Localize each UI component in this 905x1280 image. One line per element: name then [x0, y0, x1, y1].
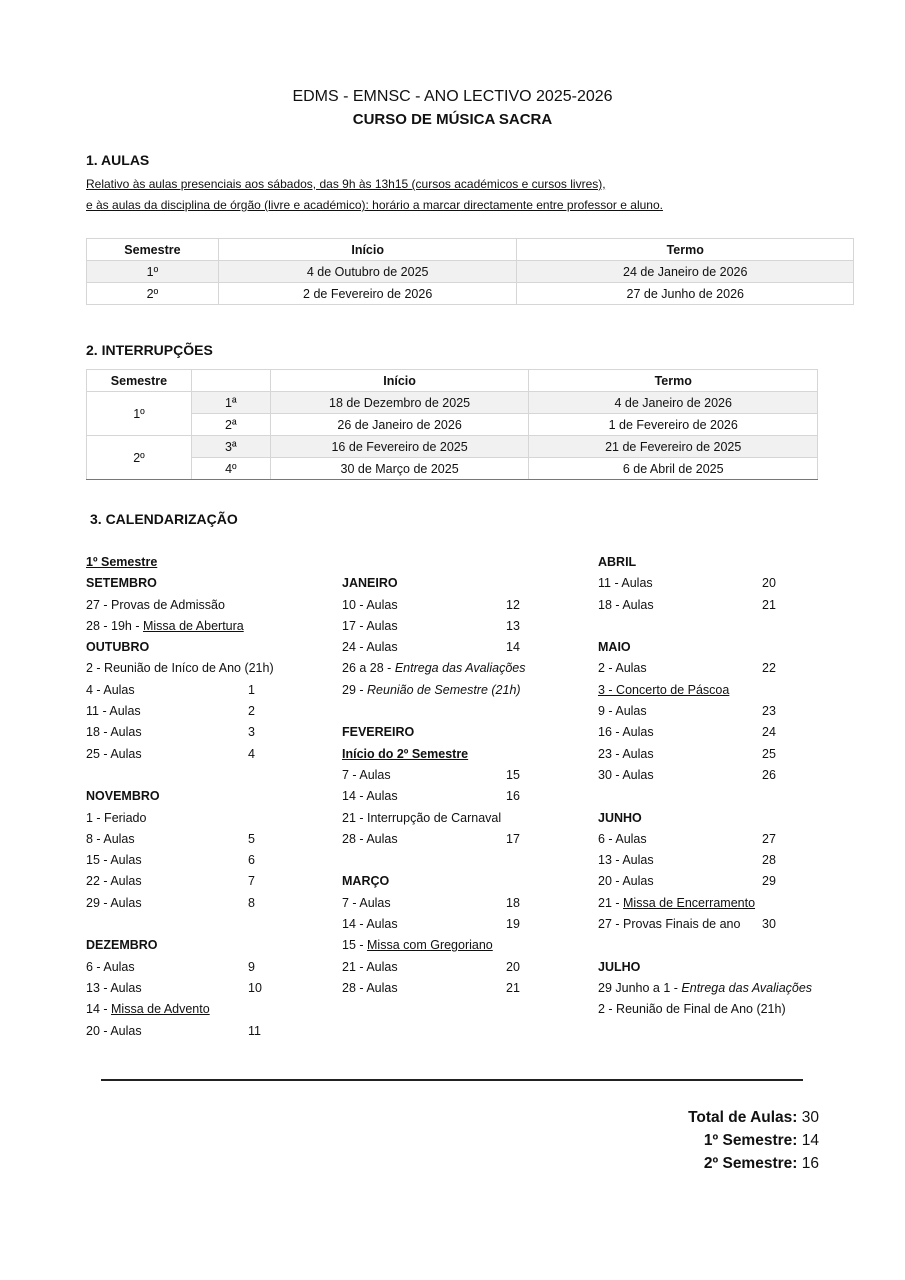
section-calendarizacao-title: 3. CALENDARIZAÇÃO	[90, 511, 238, 527]
lesson-number: 14	[506, 640, 520, 655]
aulas-table	[86, 238, 854, 305]
lesson-number: 12	[506, 597, 520, 612]
cell-inicio: 4 de Outubro de 2025	[218, 261, 517, 283]
lesson-number: 8	[248, 895, 255, 910]
list-item	[598, 744, 828, 765]
header-semestre: Semestre	[87, 239, 219, 261]
cell-numero: 3ª	[191, 436, 270, 458]
event-text: 13 - Aulas	[86, 980, 142, 995]
event-text: 29 Junho a 1 -	[598, 980, 682, 995]
event-text: 23 - Aulas	[598, 746, 654, 761]
cell-termo: 6 de Abril de 2025	[529, 458, 818, 480]
month-heading: FEVEREIRO	[342, 725, 415, 740]
cell-termo: 4 de Janeiro de 2026	[529, 392, 818, 414]
lesson-number: 27	[762, 831, 776, 846]
table-row	[87, 436, 818, 458]
event-text: 11 - Aulas	[598, 576, 653, 591]
event-text: 6 - Aulas	[86, 959, 135, 974]
list-item	[86, 957, 286, 978]
cell-inicio: 18 de Dezembro de 2025	[270, 392, 529, 414]
spacer	[342, 552, 542, 573]
event-text: 29 - Aulas	[86, 895, 142, 910]
event-italic: Reunião de Semestre (21h)	[367, 682, 521, 697]
list-item	[342, 765, 542, 786]
spacer	[342, 850, 542, 871]
event-text: 11 - Aulas	[86, 704, 141, 719]
list-item	[86, 744, 286, 765]
course-title: CURSO DE MÚSICA SACRA	[352, 111, 553, 128]
cell-semestre-group: 1º	[87, 392, 192, 436]
lesson-number: 18	[506, 895, 520, 910]
event-highlight: Missa com Gregoriano	[367, 938, 493, 953]
lesson-number: 4	[248, 746, 255, 761]
event-text: 21 - Interrupção de Carnaval	[342, 810, 502, 825]
event-text: 2 - Reunião de Final de Ano (21h)	[598, 1002, 786, 1017]
event-text: 21 -	[598, 895, 624, 910]
lesson-number: 30	[762, 917, 776, 932]
event-text: 27 - Provas Finais de ano	[598, 917, 741, 932]
event-text: 6 - Aulas	[598, 831, 647, 846]
month-heading: NOVEMBRO	[86, 789, 160, 804]
header-numero	[191, 370, 270, 392]
event-text: 27 - Provas de Admissão	[86, 597, 225, 612]
lesson-number: 29	[762, 874, 776, 889]
month-heading: OUTUBRO	[86, 640, 150, 655]
event-text: 25 - Aulas	[86, 746, 142, 761]
lesson-number: 20	[762, 576, 776, 591]
list-item	[598, 573, 828, 594]
event-text: 2 - Aulas	[598, 661, 647, 676]
lesson-number: 21	[762, 597, 776, 612]
cell-inicio: 30 de Março de 2025	[270, 458, 529, 480]
calendar-column-1	[86, 552, 286, 1042]
divider	[101, 1079, 803, 1081]
header-termo: Termo	[517, 239, 854, 261]
lesson-number: 20	[506, 959, 520, 974]
list-item	[342, 978, 542, 999]
header-inicio: Início	[218, 239, 517, 261]
cell-inicio: 2 de Fevereiro de 2026	[218, 283, 517, 305]
spacer	[342, 701, 542, 722]
header-termo: Termo	[529, 370, 818, 392]
event-text: 18 - Aulas	[598, 597, 654, 612]
interrupcoes-table	[86, 369, 818, 480]
calendar-column-3	[598, 552, 828, 1021]
list-item	[342, 595, 542, 616]
event-italic: Entrega das Avaliações	[681, 980, 813, 995]
calendar-column-2	[342, 552, 542, 999]
total-aulas	[688, 1109, 819, 1127]
list-item	[598, 722, 828, 743]
event-text: 10 - Aulas	[342, 597, 398, 612]
lesson-number: 6	[248, 853, 255, 868]
spacer	[598, 935, 828, 956]
list-item	[342, 680, 542, 701]
cell-semestre-group: 2º	[87, 436, 192, 480]
list-item	[86, 722, 286, 743]
event-text: 14 - Aulas	[342, 917, 398, 932]
list-item	[598, 893, 828, 914]
cell-inicio: 26 de Janeiro de 2026	[270, 414, 529, 436]
cell-inicio: 16 de Fevereiro de 2025	[270, 436, 529, 458]
month-heading: JANEIRO	[342, 576, 398, 591]
list-item	[342, 829, 542, 850]
event-text: 16 - Aulas	[598, 725, 654, 740]
list-item	[86, 1021, 286, 1042]
list-item	[598, 658, 828, 679]
spacer	[598, 786, 828, 807]
header-semestre: Semestre	[87, 370, 192, 392]
lesson-number: 25	[762, 746, 776, 761]
list-item	[86, 999, 286, 1020]
list-item	[598, 978, 828, 999]
event-text: 28 - 19h -	[86, 618, 143, 633]
cell-termo: 24 de Janeiro de 2026	[517, 261, 854, 283]
cell-numero: 1ª	[191, 392, 270, 414]
list-item	[598, 765, 828, 786]
section-aulas-note-2: e às aulas da disciplina de órgão (livre e académico): horário a marcar directamente entre professor e aluno.	[86, 198, 663, 212]
header-inicio: Início	[270, 370, 529, 392]
month-heading: DEZEMBRO	[86, 938, 158, 953]
event-text: 17 - Aulas	[342, 618, 398, 633]
event-text: 30 - Aulas	[598, 767, 654, 782]
cell-termo: 1 de Fevereiro de 2026	[529, 414, 818, 436]
lesson-number: 5	[248, 831, 255, 846]
cell-semestre: 2º	[87, 283, 219, 305]
lesson-number: 26	[762, 767, 776, 782]
list-item	[342, 616, 542, 637]
list-item	[342, 914, 542, 935]
list-item	[86, 850, 286, 871]
cell-termo: 27 de Junho de 2026	[517, 283, 854, 305]
list-item	[86, 658, 286, 679]
s2-label: 2º Semestre:	[703, 1155, 798, 1172]
table-row	[87, 283, 854, 305]
event-text: 7 - Aulas	[342, 767, 391, 782]
event-text: 7 - Aulas	[342, 895, 391, 910]
cell-numero: 4º	[191, 458, 270, 480]
spacer	[598, 616, 828, 637]
list-item	[598, 914, 828, 935]
list-item	[86, 829, 286, 850]
lesson-number: 22	[762, 661, 776, 676]
list-item	[342, 935, 542, 956]
event-text: 4 - Aulas	[86, 682, 135, 697]
event-text: 9 - Aulas	[598, 704, 647, 719]
lesson-number: 2	[248, 704, 255, 719]
event-highlight: Missa de Abertura	[142, 618, 244, 633]
lesson-number: 11	[248, 1023, 261, 1038]
total-semestre-1	[704, 1132, 819, 1150]
total-label: Total de Aulas:	[688, 1109, 798, 1126]
list-item	[86, 808, 286, 829]
event-text: 1 - Feriado	[86, 810, 147, 825]
month-heading: SETEMBRO	[86, 576, 157, 591]
list-item	[598, 595, 828, 616]
list-item	[598, 999, 828, 1020]
cell-semestre: 1º	[87, 261, 219, 283]
document-title: EDMS - EMNSC - ANO LECTIVO 2025-2026	[292, 88, 613, 105]
list-item	[342, 957, 542, 978]
s1-label: 1º Semestre:	[703, 1132, 798, 1149]
event-highlight: Missa de Advento	[111, 1002, 210, 1017]
list-item	[598, 850, 828, 871]
month-heading: ABRIL	[598, 555, 637, 569]
section-aulas-title: 1. AULAS	[86, 152, 150, 168]
event-text: 22 - Aulas	[86, 874, 142, 889]
lesson-number: 1	[248, 682, 255, 697]
table-row	[87, 458, 818, 480]
section-interrupcoes-title: 2. INTERRUPÇÕES	[86, 342, 213, 358]
list-item	[598, 701, 828, 722]
lesson-number: 3	[248, 725, 255, 740]
total-semestre-2	[704, 1155, 819, 1173]
event-text: 26 a 28 -	[342, 661, 395, 676]
event-text: 18 - Aulas	[86, 725, 142, 740]
event-italic: Entrega das Avaliações	[394, 661, 526, 676]
list-item	[342, 786, 542, 807]
section-aulas-note-1: Relativo às aulas presenciais aos sábados, das 9h às 13h15 (cursos académicos e cursos livres),	[86, 177, 606, 191]
list-item	[342, 637, 542, 658]
month-heading: JUNHO	[598, 810, 642, 825]
month-heading: MAIO	[598, 640, 631, 655]
lesson-number: 23	[762, 704, 776, 719]
spacer	[86, 914, 286, 935]
list-item	[598, 829, 828, 850]
list-item	[86, 978, 286, 999]
lesson-number: 21	[506, 980, 520, 995]
list-item	[86, 616, 286, 637]
event-text: 14 - Aulas	[342, 789, 398, 804]
event-text: 28 - Aulas	[342, 831, 398, 846]
list-item	[342, 893, 542, 914]
lesson-number: 16	[506, 789, 520, 804]
event-text: 15 -	[342, 938, 368, 953]
event-text: 8 - Aulas	[86, 831, 135, 846]
lesson-number: 13	[506, 618, 520, 633]
cell-termo: 21 de Fevereiro de 2025	[529, 436, 818, 458]
list-item: 3 - Concerto de Páscoa	[598, 682, 730, 697]
semester-heading: 1º Semestre	[86, 555, 158, 569]
list-item	[342, 808, 542, 829]
lesson-number: 24	[762, 725, 776, 740]
spacer	[86, 765, 286, 786]
list-item	[86, 680, 286, 701]
table-row	[87, 414, 818, 436]
event-text: 29 -	[342, 682, 368, 697]
event-text: 21 - Aulas	[342, 959, 398, 974]
event-highlight: Missa de Encerramento	[623, 895, 756, 910]
s2-value: 16	[801, 1155, 819, 1172]
table-row	[87, 261, 854, 283]
list-item	[598, 871, 828, 892]
event-text: 2 - Reunião de Iníco de Ano (21h)	[86, 661, 274, 676]
lesson-number: 9	[248, 959, 255, 974]
cell-numero: 2ª	[191, 414, 270, 436]
list-item	[86, 701, 286, 722]
event-text: 13 - Aulas	[598, 853, 654, 868]
month-heading: MARÇO	[342, 874, 390, 889]
month-heading: JULHO	[598, 959, 641, 974]
lesson-number: 28	[762, 853, 776, 868]
total-value: 30	[801, 1109, 819, 1126]
list-item	[86, 595, 286, 616]
event-text: 15 - Aulas	[86, 853, 142, 868]
event-text: 20 - Aulas	[86, 1023, 142, 1038]
event-text: 28 - Aulas	[342, 980, 398, 995]
lesson-number: 15	[506, 767, 520, 782]
event-text: 14 -	[86, 1002, 112, 1017]
event-text: 24 - Aulas	[342, 640, 398, 655]
lesson-number: 17	[506, 831, 520, 846]
event-text: 20 - Aulas	[598, 874, 654, 889]
s1-value: 14	[801, 1132, 819, 1149]
list-item	[86, 893, 286, 914]
list-item	[86, 871, 286, 892]
semester-heading: Início do 2º Semestre	[342, 746, 469, 761]
list-item	[342, 658, 542, 679]
lesson-number: 10	[248, 980, 262, 995]
lesson-number: 19	[506, 917, 520, 932]
table-row	[87, 392, 818, 414]
lesson-number: 7	[248, 874, 255, 889]
